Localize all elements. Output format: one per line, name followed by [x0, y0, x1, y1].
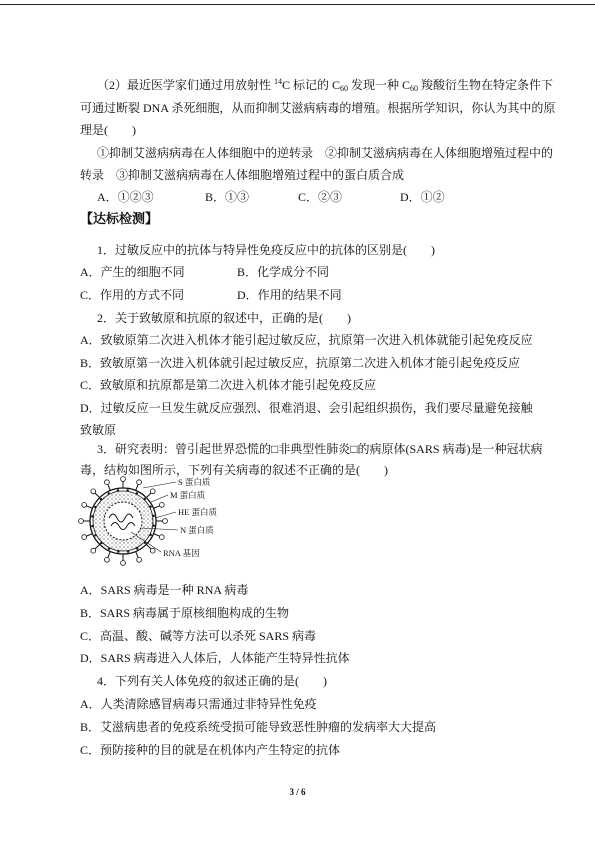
- spike-stalk: [86, 506, 92, 509]
- spike-head: [82, 503, 87, 508]
- spike-head: [137, 557, 142, 562]
- membrane-protein-dot: [94, 506, 96, 508]
- subscript: 60: [340, 84, 349, 93]
- q2-stem: 2．关于致敏原和抗原的叙述中，正确的是( ): [97, 311, 351, 325]
- q2-option-c: C．致敏原和抗原都是第二次进入机体才能引起免疫反应: [80, 378, 377, 392]
- q2-option-a: A．致敏原第二次进入机体才能引起过敏反应，抗原第一次进入机体就能引起免疫反应: [80, 333, 533, 347]
- spike-head: [91, 548, 96, 553]
- membrane-protein-dot: [91, 525, 93, 527]
- spike-head: [121, 477, 126, 482]
- spike-stalk: [108, 551, 111, 557]
- q2-option-d-continued: 致敏原: [80, 423, 117, 437]
- spike-stalk: [153, 534, 159, 537]
- header-rule: [0, 4, 595, 5]
- membrane-protein-dot: [100, 498, 102, 500]
- spike-head: [105, 480, 110, 485]
- prev-question-line-2: 可通过断裂 DNA 杀死细胞，从而抑制艾滋病病毒的增殖。根据所学知识，你认为其中的原: [80, 101, 556, 115]
- spike-stalk: [108, 484, 111, 490]
- q3-option-b: B．SARS 病毒属于原核细胞构成的生物: [80, 606, 290, 620]
- prev-option-b: B．①③: [205, 190, 250, 204]
- spike-head: [105, 557, 110, 562]
- membrane-protein-dot: [108, 492, 110, 494]
- leader-line: [155, 512, 176, 518]
- prev-statements-line-1: ①抑制艾滋病病毒在人体细胞中的逆转录 ②抑制艾滋病病毒在人体细胞增殖过程中的: [97, 146, 554, 160]
- q1-option-c: C．作用的方式不同: [80, 288, 185, 302]
- q3-option-c: C．高温、酸、碱等方法可以杀死 SARS 病毒: [80, 629, 317, 643]
- label-s-protein: S 蛋白质: [178, 477, 211, 487]
- spike-head: [159, 535, 164, 540]
- q4-option-a: A．人类清除感冒病毒只需通过非特异性免疫: [80, 697, 317, 711]
- q3-stem: 3．研究表明：曾引起世界恐慌的□非典型性肺炎□的病原体(SARS 病毒)是一种冠状病: [97, 442, 543, 456]
- membrane-protein-dot: [94, 534, 96, 536]
- sars-virus-diagram: [75, 474, 240, 569]
- membrane-protein-dot: [144, 498, 146, 500]
- prev-option-c: C．②③: [298, 190, 343, 204]
- membrane-protein-dot: [149, 506, 151, 508]
- label-rna-gene: RNA 基因: [163, 548, 200, 558]
- spike-stalk: [95, 544, 100, 549]
- spike-stalk: [95, 493, 100, 498]
- membrane-protein-dot: [126, 489, 128, 491]
- spike-stalk: [136, 551, 139, 557]
- spike-stalk: [153, 506, 159, 509]
- membrane-protein-dot: [136, 547, 138, 549]
- q1-option-d: D．作用的结果不同: [237, 288, 342, 302]
- prev-question-line-1: [97, 77, 553, 93]
- prev-statements-line-2: 转录 ③抑制艾滋病病毒在人体细胞增殖过程中的蛋白质合成: [80, 168, 405, 182]
- q1-option-b: B．化学成分不同: [237, 265, 330, 279]
- membrane-protein-dot: [91, 515, 93, 517]
- q2-option-b: B．致敏原第一次进入机体就引起过敏反应，抗原第二次进入机体才能引起免疫反应: [80, 356, 521, 370]
- spike-stalk: [136, 484, 139, 490]
- spike-head: [79, 519, 84, 524]
- spike-head: [150, 548, 155, 553]
- membrane-protein-dot: [152, 515, 154, 517]
- prev-option-d: D．①②: [400, 190, 445, 204]
- text-segment: C 标记的 C: [282, 78, 341, 92]
- membrane-protein-dot: [152, 524, 154, 526]
- label-n-protein: N 蛋白质: [180, 525, 214, 535]
- text-segment: 发现一种 C: [348, 78, 411, 92]
- spike-head: [150, 489, 155, 494]
- section-title: 【达标检测】: [80, 211, 159, 226]
- text-segment: （2）最近医学家们通过用放射性: [97, 78, 275, 92]
- label-m-protein: M 蛋白质: [170, 490, 206, 500]
- spike-head: [82, 535, 87, 540]
- spike-head: [137, 480, 142, 485]
- membrane-protein-dot: [117, 550, 119, 552]
- membrane-protein-dot: [150, 534, 152, 536]
- leader-line: [143, 482, 176, 488]
- membrane-protein-dot: [117, 489, 119, 491]
- spike-head: [159, 503, 164, 508]
- subscript: 60: [410, 84, 419, 93]
- spike-stalk: [86, 534, 92, 537]
- spike-stalk: [146, 493, 151, 498]
- leader-line: [151, 495, 168, 502]
- q2-option-d: D．过敏反应一旦发生就反应强烈、很难消退、会引起组织损伤，我们要尽量避免接触: [80, 401, 533, 415]
- q4-stem: 4．下列有关人体免疫的叙述正确的是( ): [97, 674, 327, 688]
- prev-option-a: A．①②③: [97, 190, 154, 204]
- q3-option-a: A．SARS 病毒是一种 RNA 病毒: [80, 583, 249, 597]
- q4-option-b: B．艾滋病患者的免疫系统受损可能导致恶性肿瘤的发病率大大提高: [80, 720, 437, 734]
- q1-option-a: A．产生的细胞不同: [80, 265, 185, 279]
- q3-stem-continued: 毒，结构如图所示，下列有关病毒的叙述不正确的是( ): [80, 463, 388, 477]
- spike-head: [121, 561, 126, 566]
- spike-head: [91, 489, 96, 494]
- membrane-protein-dot: [127, 550, 129, 552]
- membrane-protein-dot: [100, 542, 102, 544]
- label-he-protein: HE 蛋白质: [178, 507, 217, 517]
- q1-stem: 1．过敏反应中的抗体与特异性免疫反应中的抗体的区别是( ): [97, 243, 435, 257]
- page-number: 3 / 6: [289, 787, 306, 797]
- prev-question-line-3: 理是( ): [80, 123, 136, 137]
- q3-option-d: D．SARS 病毒进入人体后，人体能产生特异性抗体: [80, 651, 350, 665]
- membrane-protein-dot: [136, 492, 138, 494]
- q4-option-c: C．预防接种的目的就是在机体内产生特定的抗体: [80, 743, 341, 757]
- membrane-protein-dot: [108, 548, 110, 550]
- spike-head: [163, 519, 168, 524]
- text-segment: 羧酸衍生物在特定条件下: [418, 78, 554, 92]
- superscript: 14: [274, 77, 283, 86]
